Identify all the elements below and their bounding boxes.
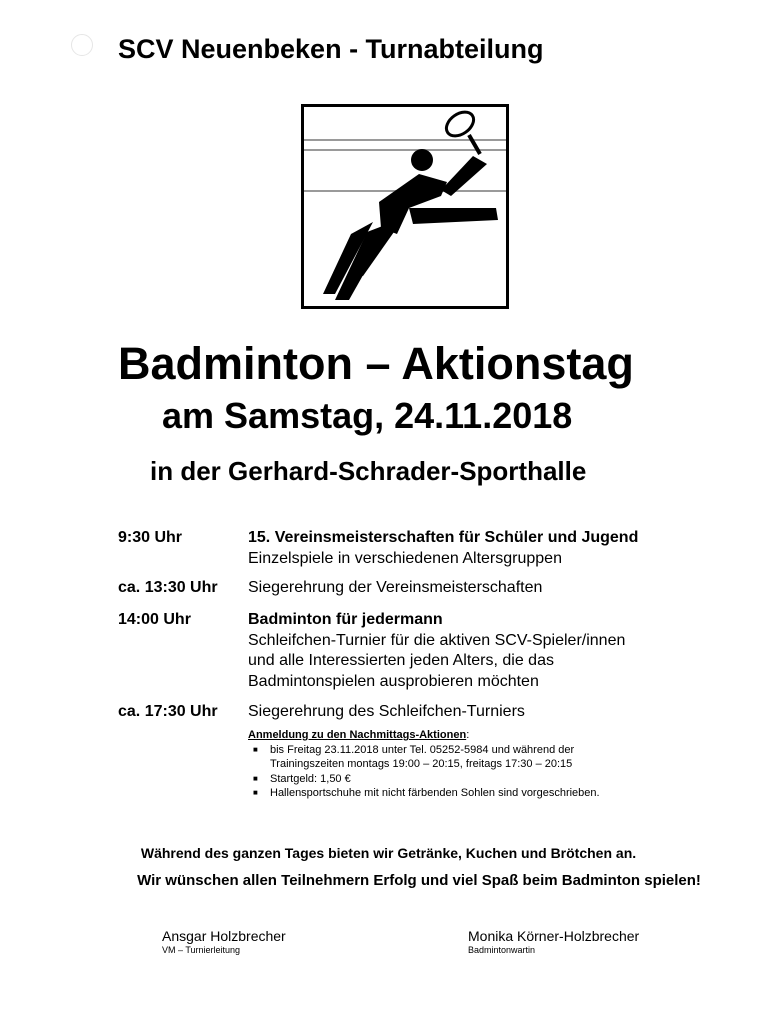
schedule-entry	[248, 528, 638, 569]
schedule-line: Siegerehrung des Schleifchen-Turniers	[248, 703, 525, 720]
schedule-entry	[248, 702, 525, 723]
registration-item-text: Startgeld: 1,50 €	[270, 772, 351, 785]
schedule-headline: Badminton für jedermann	[248, 611, 443, 628]
list-item	[248, 786, 600, 801]
schedule-time: ca. 17:30 Uhr	[118, 703, 218, 720]
bullet-icon: ■	[253, 773, 258, 783]
badminton-pictogram-svg	[301, 104, 509, 309]
badminton-player-icon	[301, 104, 509, 309]
registration-list	[248, 743, 600, 801]
event-title: Badminton – Aktionstag	[118, 338, 634, 389]
schedule-line: und alle Interessierten jeden Alters, die das	[248, 652, 554, 669]
signature-role: VM – Turnierleitung	[162, 945, 241, 955]
schedule-time: 14:00 Uhr	[118, 611, 191, 628]
schedule-line: Schleifchen-Turnier für die aktiven SCV-Spieler/innen	[248, 631, 626, 649]
registration-item-text: Hallensportschuhe mit nicht färbenden Sohlen sind vorgeschrieben.	[270, 787, 600, 799]
registration-item-text: bis Freitag 23.11.2018 unter Tel. 05252-5984 und während der	[270, 743, 575, 756]
event-date: am Samstag, 24.11.2018	[162, 395, 573, 436]
list-item	[248, 772, 600, 787]
signature-name: Ansgar Holzbrecher	[162, 928, 286, 944]
registration-info	[248, 728, 600, 801]
signature-name: Monika Körner-Holzbrecher	[468, 928, 640, 944]
schedule-entry	[248, 610, 625, 692]
closing-wishes: Wir wünschen allen Teilnehmern Erfolg und viel Spaß beim Badminton spielen!	[137, 872, 701, 889]
schedule-time: 9:30 Uhr	[118, 529, 183, 546]
schedule-line: Badmintonspielen ausprobieren möchten	[248, 672, 539, 690]
catering-note: Während des ganzen Tages bieten wir Getränke, Kuchen und Brötchen an.	[140, 845, 637, 861]
list-item	[248, 743, 600, 772]
corner-mark	[71, 34, 93, 56]
schedule-line: Einzelspiele in verschiedenen Altersgruppen	[248, 549, 562, 567]
schedule-line: Siegerehrung der Vereinsmeisterschaften	[248, 579, 543, 596]
bullet-icon: ■	[253, 788, 258, 797]
bullet-icon: ■	[253, 744, 258, 754]
event-venue: in der Gerhard-Schrader-Sporthalle	[150, 456, 587, 486]
registration-item-continuation: Trainingszeiten montags 19:00 – 20:15, freitags 17:30 – 20:15	[270, 758, 573, 770]
club-header-title: SCV Neuenbeken - Turnabteilung	[118, 34, 544, 64]
schedule-entry	[248, 578, 542, 599]
schedule-time: ca. 13:30 Uhr	[118, 579, 218, 596]
registration-heading-suffix: :	[466, 729, 470, 741]
schedule-headline: 15. Vereinsmeisterschaften für Schüler und Jugend	[248, 529, 639, 546]
registration-heading: Anmeldung zu den Nachmittags-Aktionen	[248, 729, 467, 741]
signature-right	[468, 928, 639, 955]
signature-left	[162, 928, 286, 955]
signature-role: Badmintonwartin	[468, 945, 536, 955]
registration-heading-line	[248, 728, 600, 743]
